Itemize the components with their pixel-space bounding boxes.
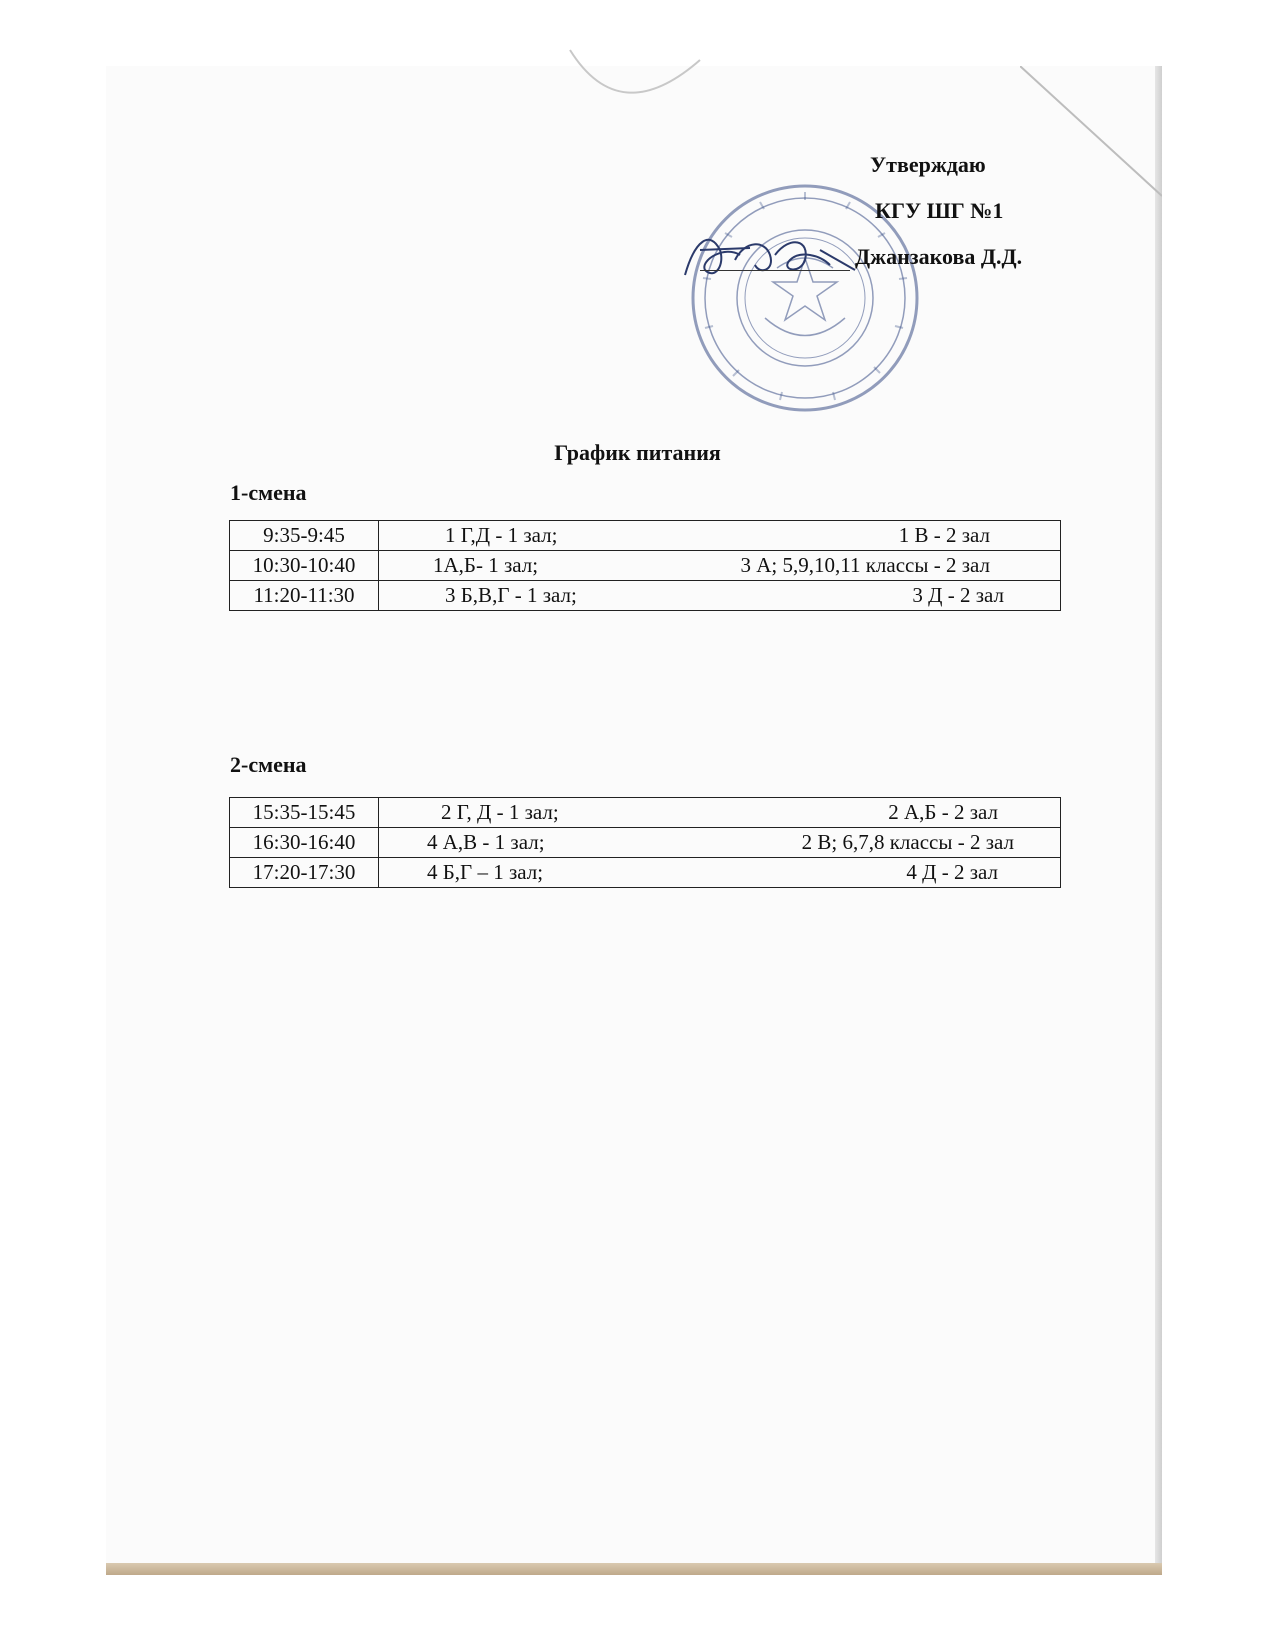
hall-2-classes: 1 В - 2 зал	[898, 523, 990, 547]
table-row	[230, 798, 1061, 828]
time-cell: 16:30-16:40	[230, 828, 379, 858]
halls-cell	[379, 521, 1061, 551]
table-row	[230, 581, 1061, 611]
sheet-bottom-edge	[106, 1563, 1162, 1575]
table-row	[230, 858, 1061, 888]
hall-1-classes: 4 Б,Г – 1 зал;	[427, 860, 544, 884]
halls-cell	[379, 581, 1061, 611]
hall-1-classes: 1А,Б- 1 зал;	[433, 553, 539, 577]
hall-2-classes: 2 А,Б - 2 зал	[888, 800, 998, 824]
halls-cell	[379, 551, 1061, 581]
halls-cell	[379, 798, 1061, 828]
halls-cell	[379, 828, 1061, 858]
halls-cell	[379, 858, 1061, 888]
approval-title: Утверждаю	[870, 152, 986, 177]
document-title: График питания	[554, 440, 721, 465]
schedule-table-shift-2	[229, 797, 1061, 888]
time-cell: 10:30-10:40	[230, 551, 379, 581]
table-row	[230, 521, 1061, 551]
time-cell: 9:35-9:45	[230, 521, 379, 551]
time-cell: 17:20-17:30	[230, 858, 379, 888]
schedule-table-shift-1	[229, 520, 1061, 611]
hall-2-classes: 3 А; 5,9,10,11 классы - 2 зал	[740, 553, 990, 577]
handwritten-signature	[680, 220, 860, 290]
time-cell: 15:35-15:45	[230, 798, 379, 828]
corner-fold-mark	[1020, 66, 1162, 206]
signature-line	[700, 270, 850, 271]
shift-heading: 2-смена	[230, 752, 307, 777]
approval-signatory: Джанзакова Д.Д.	[855, 244, 1023, 269]
table-row	[230, 828, 1061, 858]
hall-1-classes: 2 Г, Д - 1 зал;	[441, 800, 559, 824]
hall-2-classes: 2 В; 6,7,8 классы - 2 зал	[801, 830, 1014, 854]
hall-1-classes: 3 Б,В,Г - 1 зал;	[445, 583, 577, 607]
punch-hole-mark	[560, 40, 720, 120]
sheet-edge	[1155, 66, 1162, 1573]
time-cell: 11:20-11:30	[230, 581, 379, 611]
hall-2-classes: 3 Д - 2 зал	[912, 583, 1004, 607]
approval-organization: КГУ ШГ №1	[875, 198, 1004, 223]
hall-1-classes: 4 А,В - 1 зал;	[427, 830, 545, 854]
hall-2-classes: 4 Д - 2 зал	[906, 860, 998, 884]
shift-heading: 1-смена	[230, 480, 307, 505]
table-row	[230, 551, 1061, 581]
hall-1-classes: 1 Г,Д - 1 зал;	[445, 523, 558, 547]
